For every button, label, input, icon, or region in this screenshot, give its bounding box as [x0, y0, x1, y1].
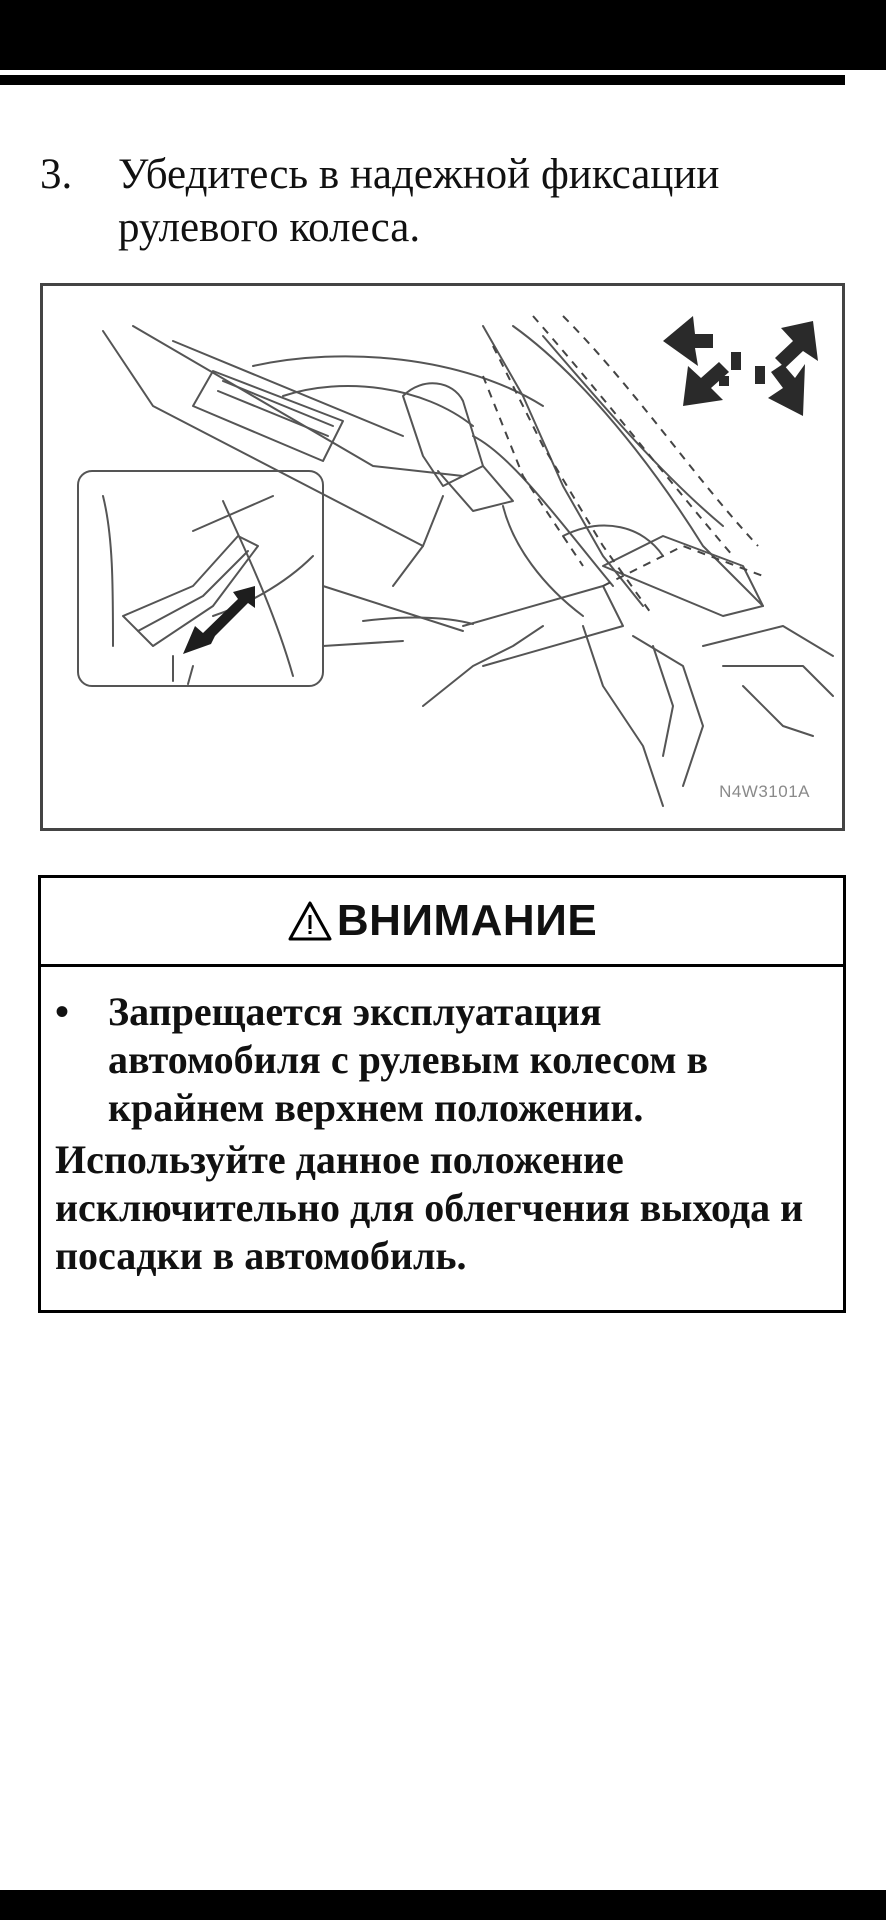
warning-header [41, 878, 843, 967]
header-rule [0, 75, 845, 85]
header-bar [0, 0, 886, 70]
warning-bullet-text: Запрещается эксплуатация автомобиля с рулевым колесом в крайнем верхнем положении. [108, 989, 709, 1130]
warning-note: Используйте данное положение исключительно для облегчения выхода и посадки в автомобиль. [55, 1137, 804, 1278]
figure-code: N4W3101A [719, 782, 810, 801]
warning-title: ВНИМАНИЕ [336, 896, 598, 945]
steering-wheel-illustration [40, 283, 845, 831]
illustration-drawing [43, 286, 842, 828]
warning-box [38, 875, 846, 1313]
bullet-marker: • [55, 989, 70, 1034]
footer-bar [0, 1890, 886, 1920]
step-text: Убедитесь в надежной фиксации рулевого колеса. [118, 151, 720, 251]
step-number: 3. [40, 151, 73, 198]
steering-adjust-arrows-icon [663, 316, 818, 416]
warning-triangle-icon [287, 900, 333, 942]
